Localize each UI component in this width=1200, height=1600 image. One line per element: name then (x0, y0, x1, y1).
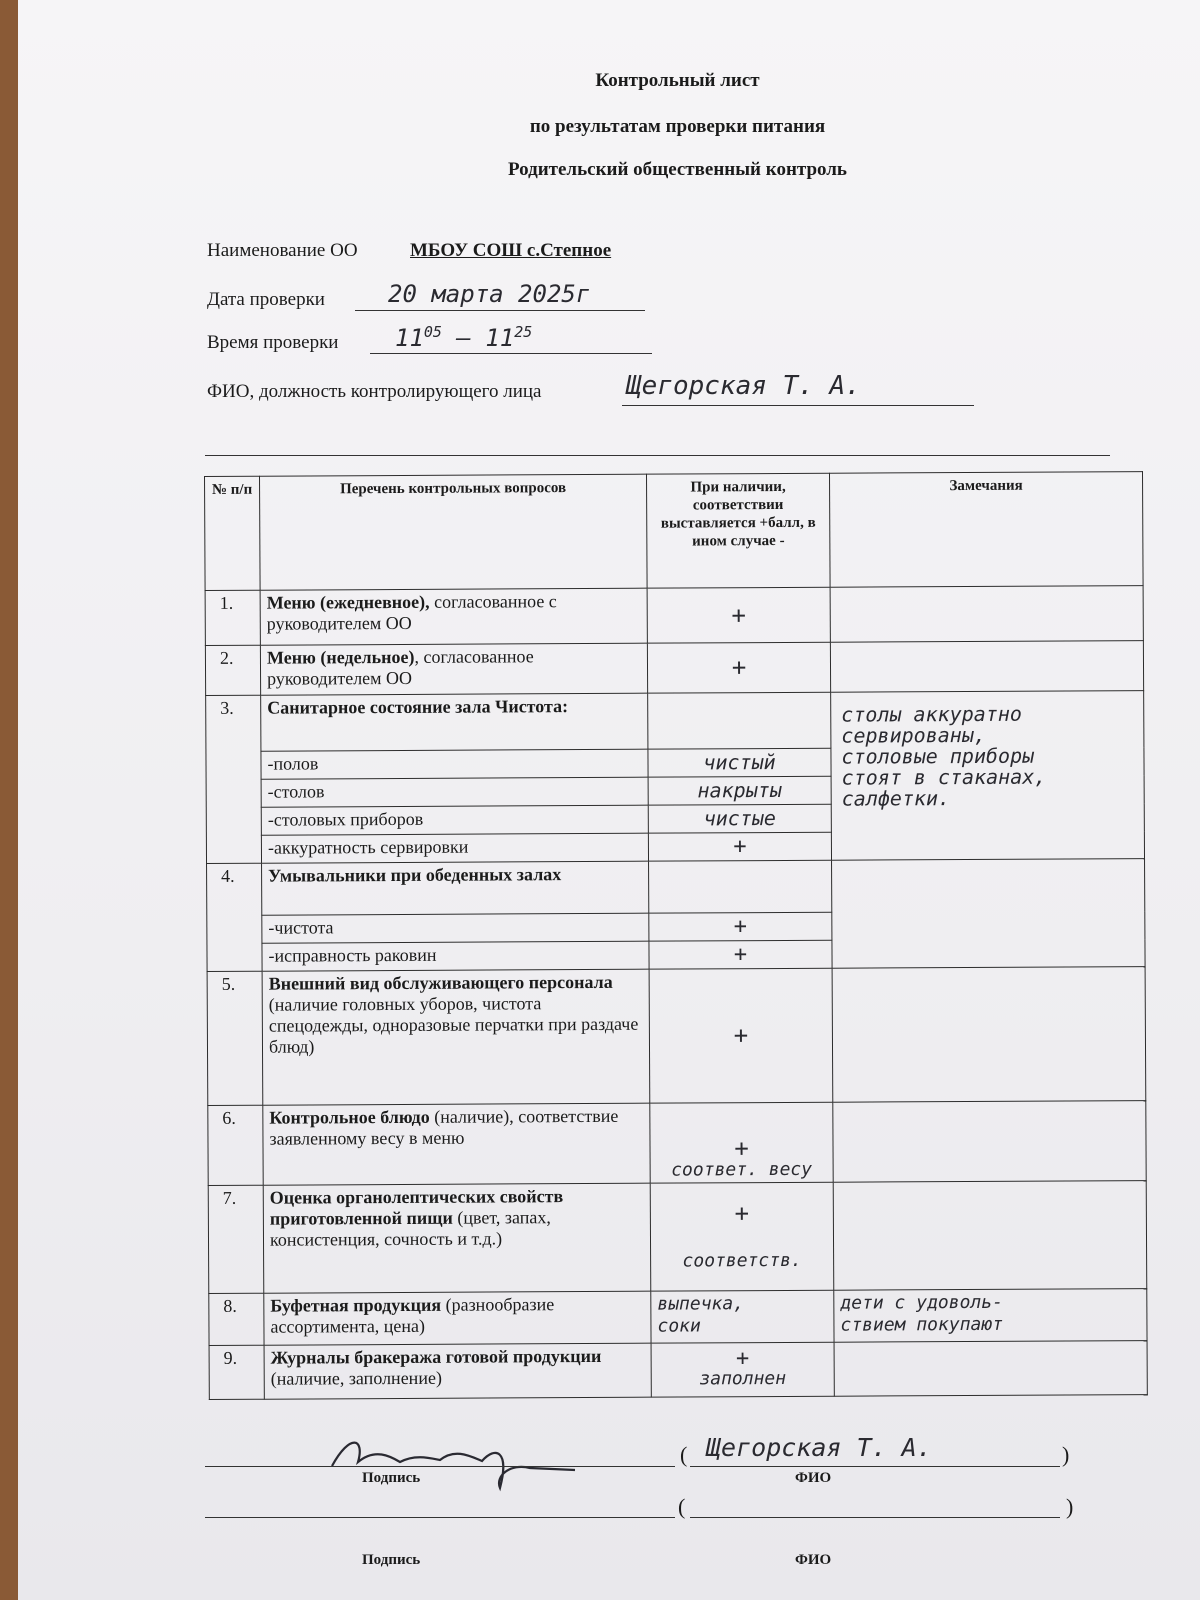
sub-mark: накрыты (648, 776, 831, 805)
paren-close-1: ) (1062, 1442, 1070, 1467)
table-row (208, 1101, 1146, 1186)
row-question (262, 861, 649, 915)
table-row (207, 967, 1146, 1106)
person-line (622, 405, 974, 406)
row-remark (834, 1289, 1147, 1343)
row-mark: + (649, 968, 833, 1103)
signature-label-1: Подпись (362, 1470, 421, 1486)
row-num: 3. (206, 695, 262, 863)
row-remark (830, 641, 1143, 693)
signature-line-2 (205, 1517, 675, 1518)
row-question (260, 588, 647, 645)
person-line-2 (205, 455, 1110, 456)
time-dash: – (456, 324, 471, 352)
row-question (264, 1291, 651, 1345)
question-bold: Меню (ежедневное), (266, 591, 430, 613)
mark-note: заполнен (699, 1367, 787, 1390)
remark-line: ствием покупают (840, 1313, 1004, 1336)
row-remark (833, 1181, 1147, 1291)
row-mark: + (647, 587, 830, 643)
row-num: 2. (205, 645, 260, 695)
question-bold: Меню (недельное) (266, 646, 415, 668)
signature-scribble (320, 1428, 590, 1498)
question-rest: (цвет, запах, консистенция, сочность и т.д.) (269, 1207, 551, 1250)
time-label: Время проверки (207, 332, 339, 353)
question-bold: Контрольное блюдо (269, 1106, 430, 1128)
fio-line-1 (690, 1466, 1060, 1467)
row-remark (830, 586, 1143, 643)
org-label: Наименование ОО (207, 240, 358, 261)
row-num: 8. (209, 1293, 264, 1345)
row-num: 1. (205, 590, 260, 645)
header-score: При наличии, соответствии выставляется +балл, в ином случае - (646, 473, 830, 588)
question-bold: Буфетная продукция (270, 1294, 442, 1316)
date-label: Дата проверки (207, 289, 325, 310)
fio-line-2 (690, 1517, 1060, 1518)
row-remark (834, 1341, 1147, 1397)
time-value (395, 323, 532, 352)
date-line (355, 310, 645, 311)
question-rest: (разнообразие ассортимента, цена) (270, 1294, 555, 1337)
row-mark (650, 1102, 833, 1183)
time-line (370, 353, 652, 354)
paren-open-1: ( (680, 1442, 688, 1467)
remark-line: стоят в стаканах, (841, 764, 1047, 790)
row-mark (648, 692, 831, 749)
row-question (261, 693, 648, 751)
remark-line: столы аккуратно (841, 701, 1022, 727)
row-mark (649, 860, 832, 913)
question-bold: Журналы бракеража готовой продукции (270, 1345, 602, 1368)
table-row (205, 641, 1143, 696)
table-row (208, 1181, 1147, 1294)
sub-mark: + (649, 940, 832, 969)
title-line-3: Родительский общественный контроль (508, 159, 847, 180)
person-value: Щегорская Т. А. (626, 371, 861, 401)
mark-plus: + (735, 1346, 750, 1372)
row-num: 5. (207, 971, 263, 1105)
signature-line-1 (205, 1466, 675, 1467)
sub-question: -исправность раковин (262, 941, 649, 971)
row-question (260, 643, 647, 695)
question-bold: Умывальники при обеденных залах (268, 864, 562, 886)
table-row (209, 1289, 1147, 1346)
row-remark (832, 859, 1146, 969)
paren-close-2: ) (1066, 1494, 1074, 1519)
title-line-1: Контрольный лист (595, 70, 760, 91)
mark-plus: + (734, 1198, 750, 1227)
mark-note: соответ. весу (671, 1158, 813, 1181)
row-question (264, 1343, 651, 1399)
remark-line: дети с удоволь- (840, 1291, 1003, 1314)
row-mark (651, 1342, 834, 1397)
row-question (263, 1183, 651, 1293)
sub-question: -столов (261, 777, 648, 807)
row-num: 9. (209, 1345, 264, 1399)
table-header-row (205, 472, 1144, 591)
checklist-table (204, 471, 1148, 1400)
row-remark (833, 1101, 1146, 1183)
mark-plus: + (734, 1134, 749, 1163)
sub-question: -столовых приборов (261, 805, 648, 835)
paren-open-2: ( (678, 1494, 686, 1519)
row-remark (832, 967, 1146, 1103)
header-num: № п/п (205, 476, 261, 590)
remark-line: сервированы, (841, 722, 986, 748)
sub-mark: + (649, 912, 832, 941)
org-value: МБОУ СОШ с.Степное (410, 240, 612, 261)
sub-mark: чистый (648, 748, 831, 777)
time-start-hour: 11 (395, 324, 424, 352)
sub-mark: + (648, 832, 831, 861)
time-end-hour: 11 (485, 324, 515, 352)
fio-label-2: ФИО (795, 1552, 832, 1568)
table-row (206, 691, 1144, 752)
row-mark: + (647, 642, 830, 693)
fio-value-1: Щегорская Т. А. (706, 1433, 932, 1462)
question-bold: Оценка органолептических свойств приготовленной пищи (269, 1186, 564, 1229)
question-bold: Внешний вид обслуживающего персонала (268, 971, 613, 994)
date-value: 20 марта 2025г (388, 280, 591, 308)
question-rest: (наличие головных уборов, чистота спецодежды, одноразовые перчатки при раздаче блюд) (268, 993, 639, 1057)
question-rest: (наличие), соответствие заявленному весу в меню (269, 1105, 619, 1149)
row-mark (650, 1182, 834, 1291)
row-num: 7. (208, 1185, 264, 1293)
person-label: ФИО, должность контролирующего лица (207, 381, 542, 402)
question-rest: (наличие, заполнение) (270, 1367, 442, 1389)
row-question (262, 969, 650, 1105)
mark-note: соответств. (682, 1249, 802, 1272)
header-question: Перечень контрольных вопросов (260, 474, 648, 590)
signature-label-2: Подпись (362, 1552, 421, 1568)
table-row (207, 859, 1145, 916)
question-rest: согласованное с руководителем ОО (266, 591, 557, 634)
header-remarks: Замечания (829, 472, 1143, 588)
row-num: 6. (208, 1105, 263, 1185)
sub-question: -аккуратность сервировки (261, 833, 648, 863)
remark-line: столовые приборы (841, 743, 1035, 769)
table-row (209, 1341, 1147, 1400)
sub-question: -чистота (262, 913, 649, 943)
question-bold: Санитарное состояние зала Чистота: (267, 696, 569, 718)
mark-note: соки (657, 1315, 701, 1337)
row-remark (831, 691, 1145, 861)
row-question (263, 1103, 650, 1185)
row-num: 4. (207, 863, 263, 971)
time-end-minute: 25 (514, 323, 533, 341)
fio-label-1: ФИО (795, 1470, 832, 1486)
sub-mark: чистые (648, 804, 831, 833)
table-row (205, 586, 1143, 646)
remark-line: салфетки. (841, 786, 951, 811)
question-rest: , согласованное руководителем ОО (267, 646, 534, 689)
time-start-minute: 05 (423, 323, 442, 341)
mark-note: выпечка, (657, 1293, 745, 1315)
row-mark (651, 1290, 834, 1343)
title-line-2: по результатам проверки питания (529, 116, 826, 137)
sub-question: -полов (261, 749, 648, 779)
